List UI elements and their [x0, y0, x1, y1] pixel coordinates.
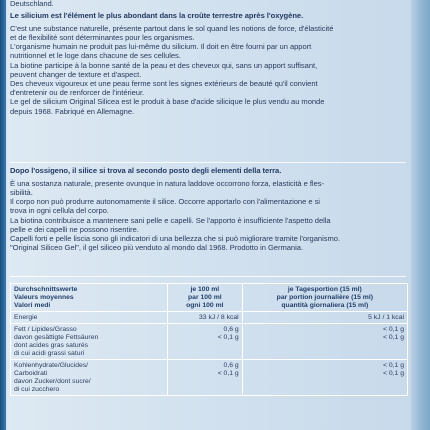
french-section	[10, 11, 333, 116]
french-line: nutritionnel et le loge dans chacune de ses cellules.	[10, 51, 181, 61]
header-cell-averages: Durchschnittswerte Valeurs moyennes Valori medi	[11, 284, 168, 312]
italian-line: È una sostanza naturale, presente ovunque in natura laddove occorrono forza, elasticità e fles-	[10, 178, 324, 188]
italian-line: La biotina contribuisce a mantenere sani pelle e capelli. Se l'apporto è insufficiente l'aspetto della	[10, 215, 331, 225]
italian-headline: Dopo l'ossigeno, il silice si trova al secondo posto degli elementi della terra.	[10, 166, 282, 175]
value-per-portion: 5 kJ / 1 kcal	[242, 312, 407, 324]
french-line: et de flexibilité sont déterminantes pour les organismes.	[10, 32, 195, 42]
row-label-fat: Fett / Lipides/Grasso davon gesättigte Fettsäuren dont acides gras saturés di cui acidi grassi saturi	[11, 324, 168, 360]
italian-line: pelle e dei capelli ne possono risentire.	[10, 224, 139, 234]
row-label-carbohydrates: Kohlenhydrate/Glucides/ Carboidrati davon Zucker/dont sucre/ di cui zucchero	[11, 360, 168, 396]
french-line: Des cheveux vigoureux et une peau ferme sont les signes extérieurs de beauté qu'il convient	[10, 78, 318, 88]
value-per-100ml: 33 kJ / 8 kcal	[168, 312, 243, 324]
left-blue-edge	[0, 0, 6, 430]
french-headline: Le silicium est l'élément le plus abondant dans la croûte terrestre après l'oxygène.	[10, 11, 304, 20]
value-per-100ml: 0,6 g < 0,1 g	[168, 360, 243, 396]
french-line: peuvent changer de texture et d'aspect.	[10, 69, 142, 79]
value-per-100ml: 0,6 g < 0,1 g	[168, 324, 243, 360]
right-blue-band	[411, 0, 430, 430]
french-line: Le gel de silicium Original Silicea est le produit à base d'acide silicique le plus vendu au monde	[10, 97, 325, 107]
intro-fragment: Deutschland.	[10, 0, 54, 8]
french-line: C'est une substance naturelle, présente partout dans le sol quand les notions de force, d'élasticité	[10, 23, 334, 33]
table-header-row	[11, 284, 408, 312]
italian-line: trova in ogni cellula del corpo.	[10, 206, 109, 216]
italian-line: "Original Siliceo Gel", il gel siliceo più venduto al mondo dal 1968. Prodotto in Germania.	[10, 243, 303, 253]
header-cell-per-portion: je Tagesportion (15 ml) par portion journalière (15 ml) quantità giornaliera (15 ml)	[242, 284, 407, 312]
section-divider	[10, 276, 406, 277]
section-divider	[10, 162, 406, 163]
french-line: La biotine participe à la bonne santé de la peau et des cheveux qui, sans un apport suffisant,	[10, 60, 318, 70]
table-row	[11, 360, 408, 396]
nutrition-table	[10, 283, 408, 396]
italian-line: Il corpo non può produrre autonomamente il silice. Occorre apportarlo con l'alimentazione e si	[10, 197, 320, 207]
row-label-energy: Energie	[11, 312, 168, 324]
french-line: depuis 1968. Fabriqué en Allemagne.	[10, 106, 135, 116]
value-per-portion: < 0,1 g < 0,1 g	[242, 324, 407, 360]
italian-section	[10, 166, 340, 252]
italian-line: sibilità.	[10, 187, 33, 197]
table-row	[11, 312, 408, 324]
table-row	[11, 324, 408, 360]
french-line: L'organisme humain ne produit pas lui-même du silicium. Il doit en être fourni par un apport	[10, 42, 312, 52]
italian-line: Capelli forti e pelle liscia sono gli indicatori di una bellezza che si può migliorare tramite l'organismo.	[10, 233, 340, 243]
value-per-portion: < 0,1 g < 0,1 g	[242, 360, 407, 396]
header-cell-per-100ml: je 100 ml par 100 ml ogni 100 ml	[168, 284, 243, 312]
french-line: d'entretenir ou de renforcer de l'intérieur.	[10, 88, 145, 98]
